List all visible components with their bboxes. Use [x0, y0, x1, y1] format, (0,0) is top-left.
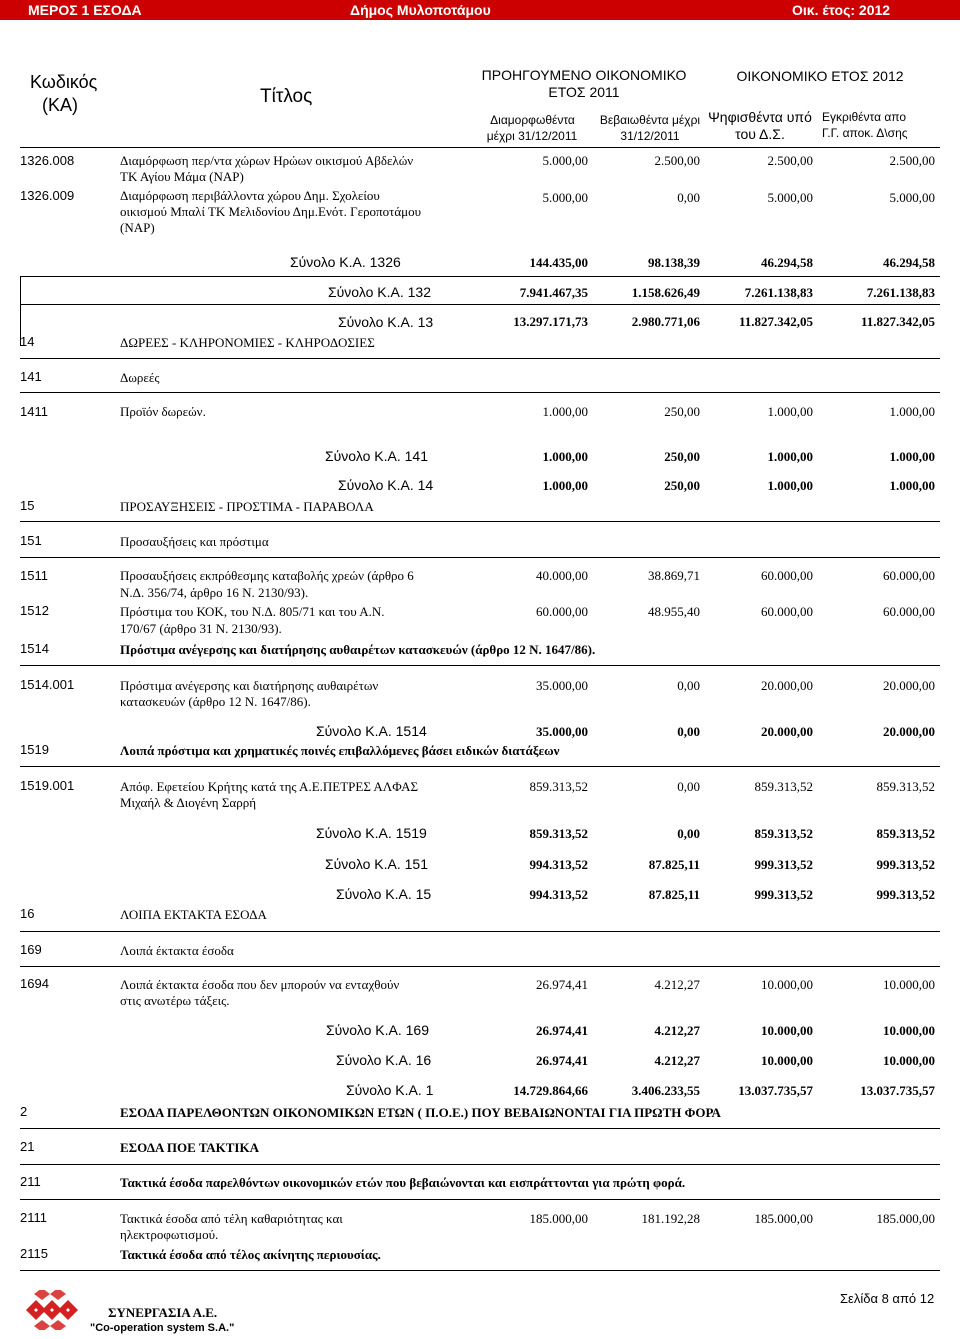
- value-voted: 999.313,52: [754, 887, 813, 902]
- value-certified: 2.500,00: [654, 153, 700, 168]
- header-municipality: Δήμος Μυλοποτάμου: [350, 2, 491, 18]
- subtotal-label: Σύνολο Κ.Α. 1: [346, 1082, 434, 1098]
- value-certified: 4.212,27: [654, 1053, 700, 1068]
- row-title-cont: κατασκευών (άρθρο 12 Ν. 1647/86).: [120, 694, 311, 709]
- value-approved: 859.313,52: [876, 826, 935, 841]
- subtotal-label: Σύνολο Κ.Α. 1326: [290, 254, 401, 270]
- row-divider: [20, 966, 940, 967]
- value-formed: 1.000,00: [542, 478, 588, 493]
- value-certified: 0,00: [677, 190, 700, 205]
- value-voted: 10.000,00: [761, 977, 813, 992]
- header-col2-l2: 31/12/2011: [620, 129, 680, 143]
- value-certified: 38.869,71: [648, 568, 700, 583]
- subtotal-label: Σύνολο Κ.Α. 13: [338, 314, 434, 330]
- value-formed: 13.297.171,73: [513, 314, 588, 329]
- value-formed: 5.000,00: [542, 153, 588, 168]
- value-certified: 181.192,28: [641, 1211, 700, 1226]
- row-code: 1514.001: [20, 677, 75, 692]
- value-formed: 859.313,52: [529, 826, 588, 841]
- value-formed: 5.000,00: [542, 190, 588, 205]
- row-title: Απόφ. Εφετείου Κρήτης κατά της Α.Ε.ΠΕΤΡΕΣ ΑΛΦΑΣ: [120, 779, 419, 794]
- group-code: 2115: [20, 1246, 48, 1261]
- row-title-cont: (ΝΑΡ): [120, 220, 155, 235]
- value-approved: 11.827.342,05: [860, 314, 935, 329]
- company-name: ΣΥΝΕΡΓΑΣΙΑ Α.Ε.: [108, 1305, 218, 1320]
- value-formed: 60.000,00: [536, 604, 588, 619]
- row-code: 1512: [20, 603, 49, 618]
- row-divider: [20, 392, 940, 393]
- value-voted: 185.000,00: [754, 1211, 813, 1226]
- row-divider: [20, 931, 940, 932]
- value-certified: 98.138,39: [648, 255, 700, 270]
- row-divider: [20, 521, 940, 522]
- header-section: ΜΕΡΟΣ 1 ΕΣΟΔΑ: [28, 2, 142, 18]
- value-voted: 46.294,58: [761, 255, 813, 270]
- group-code: 21: [20, 1139, 35, 1154]
- row-divider: [20, 766, 940, 767]
- group-title: ΛΟΙΠΑ ΕΚΤΑΚΤΑ ΕΣΟΔΑ: [120, 907, 267, 922]
- group-code: 14: [20, 334, 35, 349]
- row-code: 1511: [20, 568, 48, 583]
- value-voted: 2.500,00: [767, 153, 813, 168]
- subtotal-label: Σύνολο Κ.Α. 169: [326, 1022, 429, 1038]
- value-formed: 994.313,52: [529, 887, 588, 902]
- subtotal-label: Σύνολο Κ.Α. 132: [328, 284, 431, 300]
- company-name-en: "Co-operation system S.A.": [90, 1322, 235, 1334]
- row-divider: [20, 1199, 940, 1200]
- value-approved: 999.313,52: [876, 857, 935, 872]
- value-approved: 60.000,00: [883, 568, 935, 583]
- value-voted: 60.000,00: [761, 604, 813, 619]
- row-code: 1519.001: [20, 778, 75, 793]
- row-divider: [20, 665, 940, 666]
- row-title: Διαμόρφωση περιβάλλοντα χώρου Δημ. Σχολείου: [120, 188, 380, 203]
- value-formed: 35.000,00: [536, 724, 588, 739]
- value-formed: 14.729.864,66: [513, 1083, 588, 1098]
- header-col3-l2: του Δ.Σ.: [735, 126, 785, 142]
- value-approved: 20.000,00: [883, 678, 935, 693]
- value-approved: 46.294,58: [883, 255, 935, 270]
- group-code: 141: [20, 369, 42, 384]
- value-certified: 0,00: [677, 724, 700, 739]
- group-title: Λοιπά έκτακτα έσοδα: [120, 943, 234, 958]
- header-code-line1: Κωδικός: [30, 72, 98, 92]
- row-title-cont: ηλεκτροφωτισμού.: [120, 1227, 219, 1242]
- value-certified: 0,00: [677, 678, 700, 693]
- row-title: Λοιπά έκτακτα έσοδα που δεν μπορούν να ενταχθούν: [120, 977, 400, 992]
- header-col1-l1: Διαμορφωθέντα: [490, 113, 575, 127]
- value-certified: 48.955,40: [648, 604, 700, 619]
- row-divider: [20, 1164, 940, 1165]
- row-title: Πρόστιμα του ΚΟΚ, του Ν.Δ. 805/71 και του Α.Ν.: [120, 604, 385, 619]
- subtotal-label: Σύνολο Κ.Α. 141: [325, 448, 428, 464]
- value-certified: 0,00: [677, 826, 700, 841]
- value-formed: 26.974,41: [536, 1023, 588, 1038]
- header-fiscal-year: Οικ. έτος: 2012: [792, 2, 891, 18]
- header-title: Τίτλος: [260, 86, 313, 107]
- row-code: 1694: [20, 976, 49, 991]
- value-approved: 5.000,00: [889, 190, 935, 205]
- value-formed: 40.000,00: [536, 568, 588, 583]
- row-divider: [20, 1270, 940, 1271]
- row-code: 1326.008: [20, 153, 75, 168]
- header-col2-l1: Βεβαιωθέντα μέχρι: [599, 113, 701, 127]
- row-code: 1411: [20, 404, 48, 419]
- value-voted: 1.000,00: [767, 449, 813, 464]
- group-title: Τακτικά έσοδα παρελθόντων οικονομικών ετών που βεβαιώνονται και εισπράττονται για πρώτη φορά.: [120, 1175, 686, 1190]
- row-title-cont: στις ανωτέρω τάξεις.: [120, 993, 230, 1008]
- value-approved: 185.000,00: [876, 1211, 935, 1226]
- value-formed: 26.974,41: [536, 1053, 588, 1068]
- group-title: ΕΣΟΔΑ ΠΑΡΕΛΘΟΝΤΩΝ ΟΙΚΟΝΟΜΙΚΩΝ ΕΤΩΝ ( Π.Ο.Ε.) ΠΟΥ ΒΕΒΑΙΩΝΟΝΤΑΙ ΓΙΑ ΠΡΩΤΗ ΦΟΡΑ: [120, 1105, 721, 1120]
- value-voted: 11.827.342,05: [738, 314, 813, 329]
- value-formed: 35.000,00: [536, 678, 588, 693]
- value-approved: 859.313,52: [876, 779, 935, 794]
- value-voted: 859.313,52: [754, 779, 813, 794]
- row-title-cont: οικισμού Μπαλί ΤΚ Μελιδονίου Δημ.Ενότ. Γεροποτάμου: [120, 204, 422, 219]
- company-logo-icon: [22, 1290, 88, 1330]
- group-code: 211: [20, 1174, 41, 1189]
- value-approved: 1.000,00: [889, 478, 935, 493]
- group-title: ΕΣΟΔΑ ΠΟΕ ΤΑΚΤΙΚΑ: [120, 1140, 259, 1155]
- row-title-cont: Μιχαήλ & Διογένη Σαρρή: [120, 795, 256, 810]
- value-voted: 1.000,00: [767, 404, 813, 419]
- group-title: Λοιπά πρόστιμα και χρηματικές ποινές επιβαλλόμενες βάσει ειδικών διατάξεων: [120, 743, 560, 758]
- group-title: Προσαυξήσεις και πρόστιμα: [120, 534, 269, 549]
- value-formed: 859.313,52: [529, 779, 588, 794]
- value-certified: 87.825,11: [648, 857, 700, 872]
- header-current-year: ΟΙΚΟΝΟΜΙΚΟ ΕΤΟΣ 2012: [736, 68, 904, 84]
- header-prev-year-l1: ΠΡΟΗΓΟΥΜΕΝΟ ΟΙΚΟΝΟΜΙΚΟ: [481, 67, 687, 83]
- value-formed: 144.435,00: [529, 255, 588, 270]
- value-certified: 4.212,27: [654, 1023, 700, 1038]
- value-certified: 3.406.233,55: [631, 1083, 700, 1098]
- value-approved: 2.500,00: [889, 153, 935, 168]
- value-certified: 0,00: [677, 779, 700, 794]
- group-title: Πρόστιμα ανέγερσης και διατήρησης αυθαιρέτων κατασκευών (άρθρο 12 Ν. 1647/86).: [120, 642, 596, 657]
- row-title: Πρόστιμα ανέγερσης και διατήρησης αυθαιρέτων: [120, 678, 379, 693]
- subtotal-label: Σύνολο Κ.Α. 15: [336, 886, 432, 902]
- value-voted: 999.313,52: [754, 857, 813, 872]
- value-approved: 999.313,52: [876, 887, 935, 902]
- value-certified: 4.212,27: [654, 977, 700, 992]
- value-voted: 10.000,00: [761, 1023, 813, 1038]
- value-approved: 20.000,00: [883, 724, 935, 739]
- group-code: 1514: [20, 641, 49, 656]
- value-voted: 60.000,00: [761, 568, 813, 583]
- subtotal-label: Σύνολο Κ.Α. 151: [325, 856, 428, 872]
- row-divider: [20, 557, 940, 558]
- group-code: 1519: [20, 742, 49, 757]
- group-code: 151: [20, 533, 42, 548]
- header-col4-l2: Γ.Γ. αποκ. Δ\σης: [822, 126, 908, 140]
- value-voted: 1.000,00: [767, 478, 813, 493]
- group-code: 15: [20, 498, 35, 513]
- value-voted: 5.000,00: [767, 190, 813, 205]
- header-col1-l2: μέχρι 31/12/2011: [486, 129, 578, 143]
- row-divider: [20, 358, 940, 359]
- row-title: Τακτικά έσοδα από τέλη καθαριότητας και: [120, 1211, 343, 1226]
- row-code: 1326.009: [20, 188, 75, 203]
- row-title-cont: 170/67 (άρθρο 31 Ν. 2130/93).: [120, 621, 282, 636]
- value-certified: 250,00: [664, 478, 700, 493]
- value-certified: 250,00: [664, 449, 700, 464]
- header-code-line2: (ΚΑ): [42, 95, 78, 115]
- value-voted: 20.000,00: [761, 724, 813, 739]
- row-divider: [20, 276, 940, 277]
- row-title: Προσαυξήσεις εκπρόθεσμης καταβολής χρεών (άρθρο 6: [120, 568, 414, 583]
- value-approved: 10.000,00: [883, 1053, 935, 1068]
- value-voted: 13.037.735,57: [738, 1083, 813, 1098]
- row-title: Διαμόρφωση περ/ντα χώρων Ηρώων οικισμού Αβδελών: [120, 153, 414, 168]
- value-voted: 10.000,00: [761, 1053, 813, 1068]
- row-divider: [20, 1128, 940, 1129]
- value-approved: 1.000,00: [889, 404, 935, 419]
- row-divider: [20, 304, 940, 305]
- group-code: 16: [20, 906, 35, 921]
- value-approved: 1.000,00: [889, 449, 935, 464]
- subtotal-label: Σύνολο Κ.Α. 16: [336, 1052, 432, 1068]
- value-approved: 7.261.138,83: [866, 285, 935, 300]
- value-voted: 7.261.138,83: [744, 285, 813, 300]
- subtotal-label: Σύνολο Κ.Α. 1514: [316, 723, 427, 739]
- value-formed: 1.000,00: [542, 404, 588, 419]
- value-certified: 1.158.626,49: [631, 285, 700, 300]
- group-title: ΔΩΡΕΕΣ - ΚΛΗΡΟΝΟΜΙΕΣ - ΚΛΗΡΟΔΟΣΙΕΣ: [120, 335, 375, 350]
- value-formed: 994.313,52: [529, 857, 588, 872]
- value-formed: 7.941.467,35: [519, 285, 588, 300]
- subtotal-label: Σύνολο Κ.Α. 1519: [316, 825, 427, 841]
- row-title: Προϊόν δωρεών.: [120, 404, 206, 419]
- group-title: Δωρεές: [120, 370, 160, 385]
- value-certified: 250,00: [664, 404, 700, 419]
- value-approved: 10.000,00: [883, 977, 935, 992]
- group-code: 2: [20, 1104, 28, 1119]
- value-formed: 1.000,00: [542, 449, 588, 464]
- value-voted: 20.000,00: [761, 678, 813, 693]
- row-code: 2111: [20, 1210, 47, 1225]
- header-divider: [20, 147, 940, 148]
- page-number: Σελίδα 8 από 12: [840, 1291, 935, 1306]
- row-title-cont: ΤΚ Αγίου Μάμα (ΝΑΡ): [120, 169, 244, 184]
- value-formed: 26.974,41: [536, 977, 588, 992]
- header-prev-year-l2: ΕΤΟΣ 2011: [548, 84, 620, 100]
- row-title-cont: Ν.Δ. 356/74, άρθρο 16 Ν. 2130/93).: [120, 585, 309, 600]
- group-title: ΠΡΟΣΑΥΞΗΣΕΙΣ - ΠΡΟΣΤΙΜΑ - ΠΑΡΑΒΟΛΑ: [120, 499, 374, 514]
- group-code: 169: [20, 942, 42, 957]
- header-col4-l1: Εγκριθέντα απο: [822, 110, 907, 124]
- value-approved: 10.000,00: [883, 1023, 935, 1038]
- subtotal-label: Σύνολο Κ.Α. 14: [338, 477, 434, 493]
- value-voted: 859.313,52: [754, 826, 813, 841]
- value-certified: 2.980.771,06: [631, 314, 700, 329]
- value-approved: 13.037.735,57: [860, 1083, 935, 1098]
- header-col3-l1: Ψηφισθέντα υπό: [708, 109, 812, 125]
- page-header-bar: [0, 0, 960, 20]
- value-approved: 60.000,00: [883, 604, 935, 619]
- value-formed: 185.000,00: [529, 1211, 588, 1226]
- group-title: Τακτικά έσοδα από τέλος ακίνητης περιουσίας.: [120, 1247, 381, 1262]
- value-certified: 87.825,11: [648, 887, 700, 902]
